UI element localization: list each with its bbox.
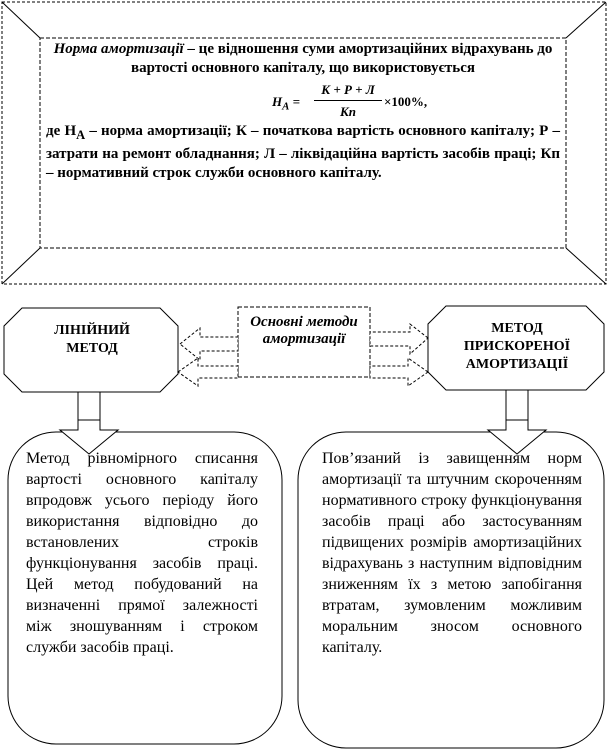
formula-numerator: К + Р + Л <box>314 80 382 101</box>
formula-lhs-sub: А <box>282 100 290 113</box>
arrow-left-icon <box>180 328 238 360</box>
formula-denominator: Кп <box>339 104 357 119</box>
arrow-right-icon <box>370 324 428 354</box>
bevel-line <box>2 2 40 38</box>
arrow-left-lower-icon <box>178 358 238 386</box>
definition-lead <box>46 40 560 78</box>
explanation-text: – норма амортизації; К – початкова вартість основного капіталу; Р – затрати на ремонт обладнання; Л – ліквідаційна вартість засобів праці; Кп – нормативний строк служби основного капіталу. <box>46 123 560 181</box>
formula <box>46 80 560 120</box>
definition-lead-text: – це відношення суми амортизаційних відрахувань до вартості основного капіталу, що використовується <box>130 41 553 76</box>
formula-lhs <box>272 92 300 117</box>
definition-explanation <box>46 122 560 183</box>
center-title: Основні методи амортизації <box>250 314 358 347</box>
explanation-prefix: де Н <box>46 123 77 139</box>
formula-fraction <box>314 80 382 121</box>
left-method-description: Метод рівномірного списання вартості основного капіталу впродовж усього періоду його використання відповідно до встановлених строків функціонування засобів праці. Цей метод побудований на визначенні прямої залежності між зношуванням і строком служби засобів праці. <box>26 450 258 656</box>
formula-rhs: ×100%, <box>384 94 428 109</box>
bevel-line <box>566 248 606 284</box>
explanation-sub: А <box>76 128 86 142</box>
arrow-right-lower-icon <box>370 358 428 386</box>
bevel-line <box>2 248 40 284</box>
bevel-line <box>566 2 606 38</box>
definition-term: Норма амортизації <box>53 41 184 57</box>
formula-eq: = <box>292 94 301 109</box>
left-method-title: ЛІНІЙНИЙ МЕТОД <box>54 323 130 356</box>
right-method-description: Пов’язаний із завищенням норм амортизації та штучним скороченням нормативного строку функціонування засобів праці або застосуванням підвищених розмірів амортизаційних відрахувань з наступним відповідним зниженням їх з метою запобігання втратам, зумовленим можливим моральним зносом основного капіталу. <box>322 450 582 656</box>
formula-lhs-letter: Н <box>272 94 283 109</box>
definition-box <box>40 38 566 248</box>
right-method-title: МЕТОД ПРИСКОРЕНОЇ АМОРТИЗАЦІЇ <box>463 321 571 372</box>
